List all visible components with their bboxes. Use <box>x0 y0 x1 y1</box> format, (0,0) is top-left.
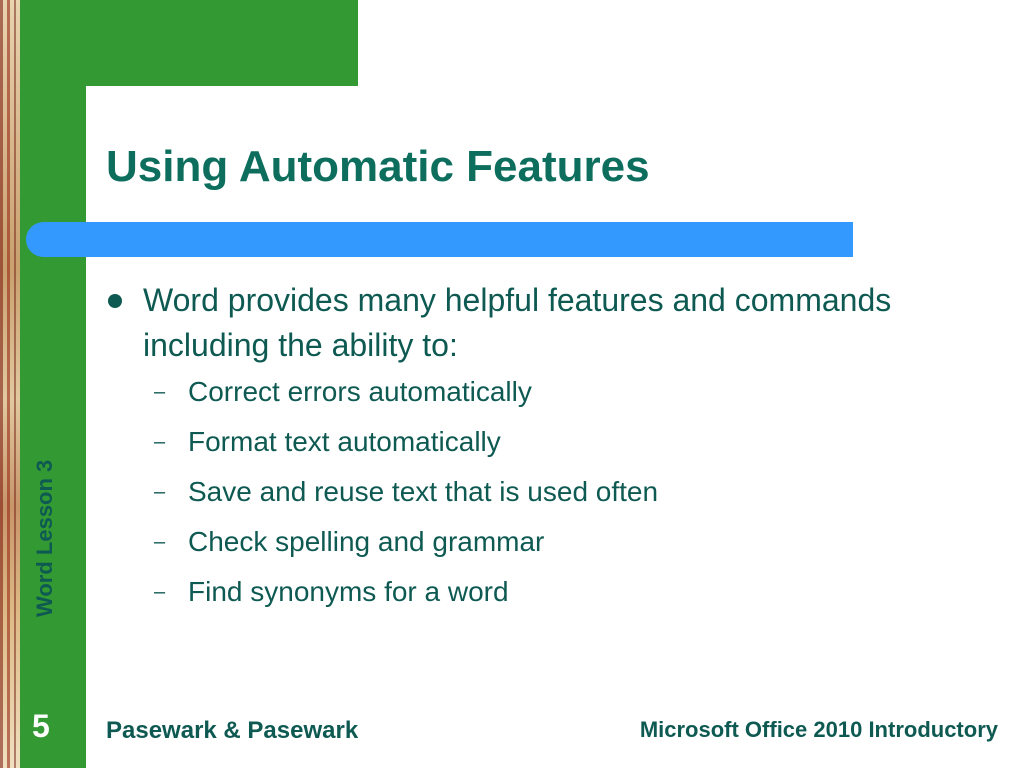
green-header-block <box>86 0 358 86</box>
dash-icon: – <box>154 581 166 603</box>
page-number: 5 <box>32 708 50 744</box>
sub-bullet-list <box>106 372 906 622</box>
dash-icon: – <box>154 531 166 553</box>
sub-bullet <box>106 372 906 422</box>
sub-bullet-text: Correct errors automatically <box>188 376 532 407</box>
sub-bullet-text: Check spelling and grammar <box>188 526 545 557</box>
slide-title: Using Automatic Features <box>106 142 650 191</box>
title-underline-bar <box>26 222 853 257</box>
sub-bullet-text: Format text automatically <box>188 426 501 457</box>
main-bullet <box>106 278 906 368</box>
sub-bullet-text: Find synonyms for a word <box>188 576 509 607</box>
sub-bullet <box>106 572 906 622</box>
dash-icon: – <box>154 481 166 503</box>
sub-bullet <box>106 422 906 472</box>
sub-bullet <box>106 522 906 572</box>
rounded-content-corner <box>86 86 146 146</box>
bullet-dot-icon <box>108 294 122 308</box>
lesson-label: Word Lesson 3 <box>32 459 57 617</box>
sub-bullet <box>106 472 906 522</box>
dash-icon: – <box>154 381 166 403</box>
dash-icon: – <box>154 431 166 453</box>
main-bullet-text: Word provides many helpful features and commands including the ability to: <box>143 282 892 363</box>
sub-bullet-text: Save and reuse text that is used often <box>188 476 659 507</box>
green-sidebar <box>20 0 86 768</box>
decorative-photo-strip <box>0 0 20 768</box>
footer-course-title: Microsoft Office 2010 Introductory <box>639 717 998 742</box>
slide-content <box>106 278 906 622</box>
footer-author: Pasewark & Pasewark <box>106 717 359 744</box>
